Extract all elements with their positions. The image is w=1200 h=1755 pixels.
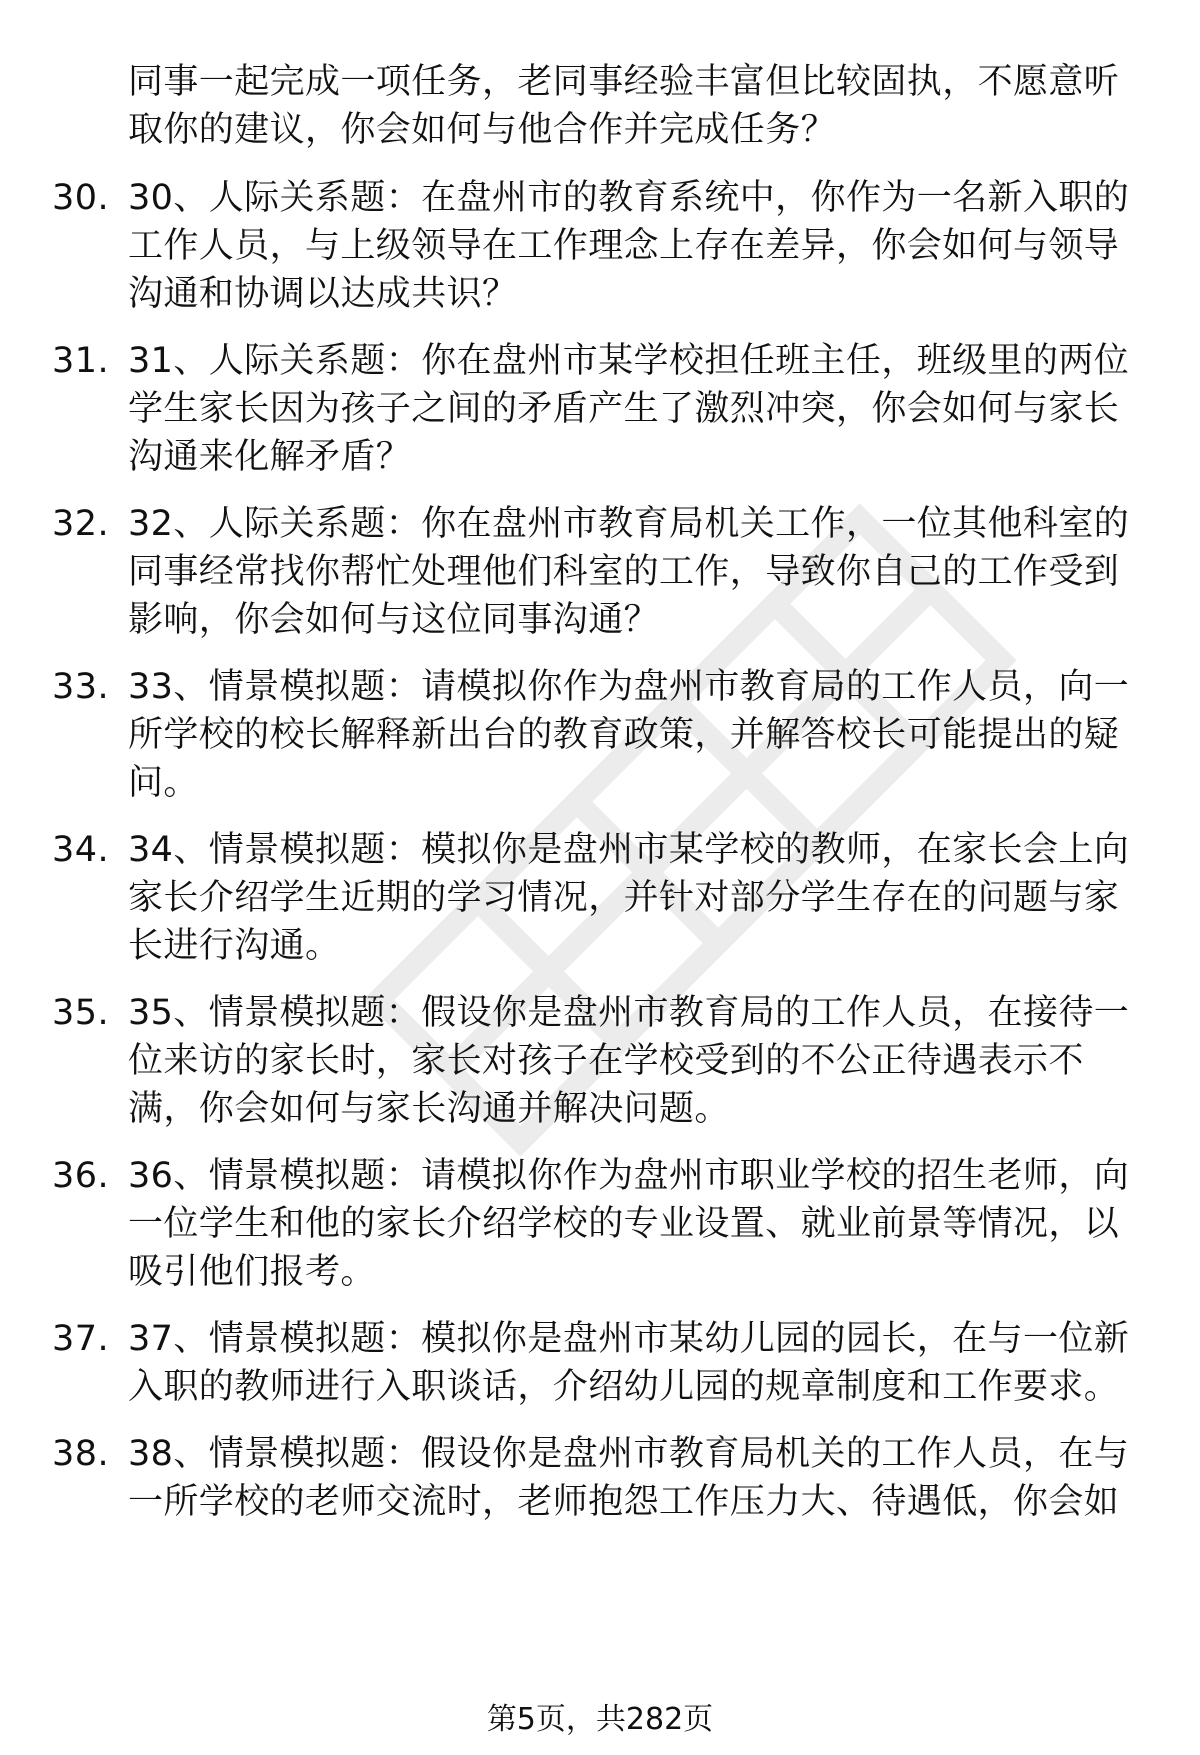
item-text [128,337,1148,481]
item-text [128,663,1148,807]
item-number: 34. [52,830,110,870]
item-line: 32、人际关系题：你在盘州市教育局机关工作，一位其他科室的 [128,504,1130,544]
item-line: 家长介绍学生近期的学习情况，并针对部分学生存在的问题与家 [128,878,1120,918]
item-line: 31、人际关系题：你在盘州市某学校担任班主任，班级里的两位 [128,341,1130,381]
item-line: 学生家长因为孩子之间的矛盾产生了激烈冲突，你会如何与家长 [128,389,1120,429]
item-line: 33、情景模拟题：请模拟你作为盘州市教育局的工作人员，向一 [128,667,1130,707]
item-line: 沟通和协调以达成共识？ [128,274,518,314]
item-line: 一所学校的老师交流时，老师抱怨工作压力大、待遇低，你会如 [128,1482,1120,1522]
item-number: 32. [52,504,110,544]
item-line: 35、情景模拟题：假设你是盘州市教育局的工作人员，在接待一 [128,993,1130,1033]
item-number: 31. [52,341,110,381]
item-line: 长进行沟通。 [128,926,341,966]
item-line: 38、情景模拟题：假设你是盘州市教育局机关的工作人员，在与 [128,1434,1130,1474]
item-text [128,500,1148,644]
item-line: 37、情景模拟题：模拟你是盘州市某幼儿园的园长，在与一位新 [128,1319,1130,1359]
page-footer: 第5页，共282页 [486,1702,714,1737]
item-text [128,989,1148,1133]
item-number: 38. [52,1434,110,1474]
item-number: 35. [52,993,110,1033]
item-number: 37. [52,1319,110,1359]
item-text [128,174,1148,318]
item-line: 吸引他们报考。 [128,1252,376,1292]
item-text [128,826,1148,970]
item-line: 36、情景模拟题：请模拟你作为盘州市职业学校的招生老师，向 [128,1156,1130,1196]
item-line: 同事经常找你帮忙处理他们科室的工作，导致你自己的工作受到 [128,552,1120,592]
item-text [128,58,1148,154]
item-line: 问。 [128,763,199,803]
item-number: 33. [52,667,110,707]
item-text [128,1152,1148,1296]
item-line: 入职的教师进行入职谈话，介绍幼儿园的规章制度和工作要求。 [128,1367,1120,1407]
item-line: 位来访的家长时，家长对孩子在学校受到的不公正待遇表示不 [128,1041,1084,1081]
item-line: 影响，你会如何与这位同事沟通？ [128,600,660,640]
item-line: 同事一起完成一项任务，老同事经验丰富但比较固执，不愿意听 [128,62,1120,102]
item-line: 工作人员，与上级领导在工作理念上存在差异，你会如何与领导 [128,226,1120,266]
item-line: 沟通来化解矛盾？ [128,437,412,477]
item-text [128,1315,1148,1411]
item-line: 取你的建议，你会如何与他合作并完成任务？ [128,110,837,150]
item-number: 30. [52,178,110,218]
item-line: 一位学生和他的家长介绍学校的专业设置、就业前景等情况，以 [128,1204,1120,1244]
item-text [128,1430,1148,1526]
item-line: 满，你会如何与家长沟通并解决问题。 [128,1089,730,1129]
item-line: 所学校的校长解释新出台的教育政策，并解答校长可能提出的疑 [128,715,1120,755]
item-line: 30、人际关系题：在盘州市的教育系统中，你作为一名新入职的 [128,178,1130,218]
item-line: 34、情景模拟题：模拟你是盘州市某学校的教师，在家长会上向 [128,830,1130,870]
item-number: 36. [52,1156,110,1196]
